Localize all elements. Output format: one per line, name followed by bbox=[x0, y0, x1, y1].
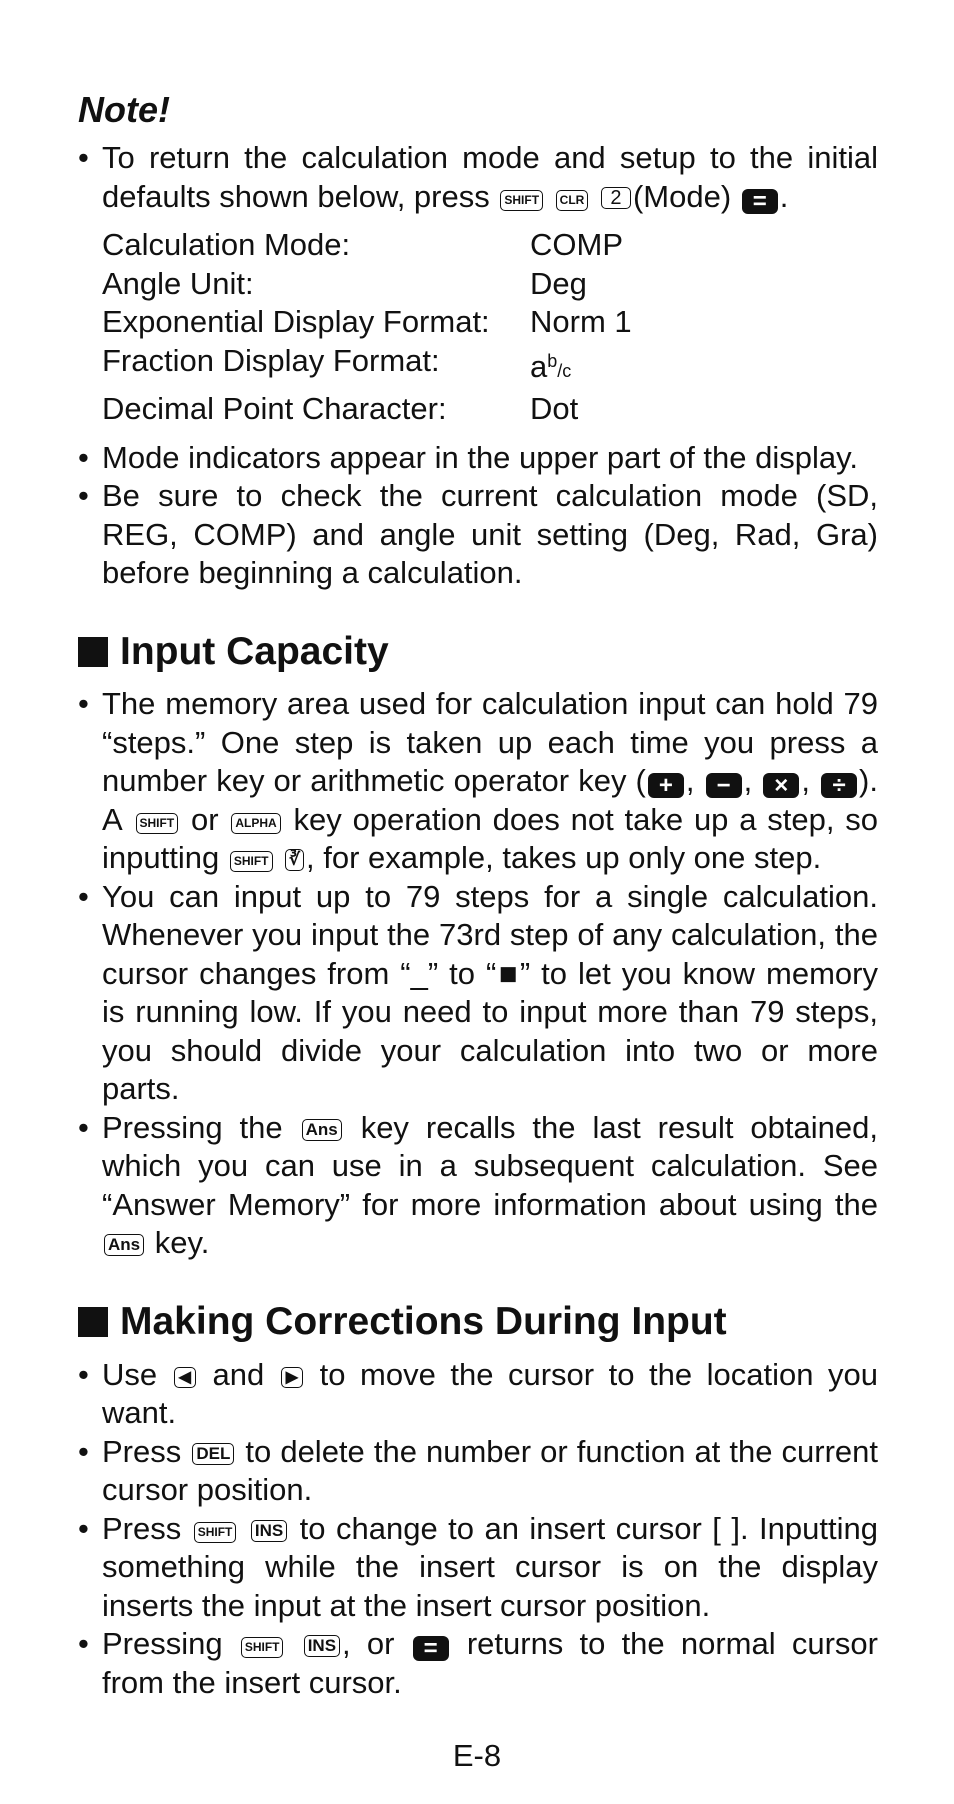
body-text: ). bbox=[859, 763, 878, 799]
defaults-row bbox=[102, 303, 878, 342]
fraction-c: c bbox=[562, 360, 572, 381]
defaults-label: Decimal Point Character: bbox=[102, 391, 447, 427]
divide-key-icon: ÷ bbox=[821, 773, 857, 798]
body-text: Pressing the bbox=[102, 1109, 283, 1145]
page-content bbox=[78, 88, 878, 1702]
defaults-label: Exponential Display Format: bbox=[102, 304, 490, 340]
separator: , or bbox=[342, 1626, 395, 1662]
equals-key-icon: = bbox=[413, 1636, 449, 1661]
defaults-row bbox=[102, 390, 878, 429]
defaults-row bbox=[102, 342, 878, 391]
list-item: • Mode indicators appear in the upper part of the display. bbox=[78, 439, 878, 478]
note-list bbox=[78, 139, 878, 216]
alpha-key-icon: ALPHA bbox=[231, 813, 280, 834]
mode-text: (Mode) bbox=[632, 178, 732, 214]
body-text: key operation does not take up a step, so inputting bbox=[102, 801, 879, 876]
body-text: key. bbox=[154, 1225, 210, 1261]
defaults-table bbox=[102, 226, 878, 429]
defaults-value: COMP bbox=[530, 227, 623, 263]
shift-key-icon: SHIFT bbox=[230, 851, 273, 872]
defaults-row bbox=[102, 226, 878, 265]
list-item bbox=[78, 1356, 878, 1433]
input-capacity-list bbox=[78, 685, 878, 1263]
body-text: to move the cursor to the location you want. bbox=[102, 1356, 878, 1431]
body-text: . Inputting something while the insert cursor is on the display inserts the input at the insert cursor position. bbox=[102, 1510, 878, 1623]
note-text: To return the calculation mode and setup to the initial defaults shown below, press bbox=[102, 140, 878, 214]
section-title: Input Capacity bbox=[120, 629, 389, 673]
insert-cursor-icon: [ ] bbox=[712, 1510, 740, 1546]
separator: , bbox=[801, 763, 810, 799]
left-arrow-key-icon: ◀ bbox=[174, 1367, 196, 1388]
minus-key-icon: − bbox=[706, 773, 742, 798]
list-item bbox=[78, 685, 878, 878]
body-text: and bbox=[212, 1356, 265, 1392]
body-text: key recalls the last result obtained, which you can use in a subsequent calculation. See “Answer Memory” for more information about using the bbox=[102, 1109, 878, 1222]
ans-key-icon: Ans bbox=[104, 1234, 144, 1256]
defaults-value: Dot bbox=[530, 391, 579, 427]
corrections-list bbox=[78, 1356, 878, 1703]
clr-key-icon: CLR bbox=[556, 190, 589, 211]
square-bullet-icon bbox=[78, 637, 108, 667]
body-text: Press bbox=[102, 1433, 182, 1469]
ins-key-icon: INS bbox=[304, 1635, 340, 1657]
body-text: returns to the normal cursor from the insert cursor. bbox=[102, 1626, 878, 1700]
defaults-value: Norm 1 bbox=[530, 304, 632, 340]
plus-key-icon: + bbox=[648, 773, 684, 798]
shift-key-icon: SHIFT bbox=[136, 813, 179, 834]
defaults-label: Angle Unit: bbox=[102, 265, 254, 301]
square-bullet-icon bbox=[78, 1307, 108, 1337]
fraction-slash: / bbox=[557, 360, 563, 381]
ins-key-icon: INS bbox=[251, 1520, 287, 1542]
body-text: or bbox=[190, 801, 219, 837]
body-text: to change to an insert cursor bbox=[299, 1510, 702, 1546]
defaults-row bbox=[102, 265, 878, 304]
fraction-b: b bbox=[547, 350, 558, 371]
right-arrow-key-icon: ▶ bbox=[281, 1367, 303, 1388]
page-number: E-8 bbox=[452, 1738, 502, 1773]
list-item bbox=[78, 1625, 878, 1702]
separator: , bbox=[685, 763, 695, 799]
body-text: A bbox=[102, 801, 123, 837]
defaults-value: Deg bbox=[530, 265, 587, 301]
shift-key-icon: SHIFT bbox=[194, 1522, 237, 1543]
shift-key-icon: SHIFT bbox=[500, 190, 543, 211]
two-key-icon: 2 bbox=[601, 187, 631, 209]
shift-key-icon: SHIFT bbox=[241, 1637, 284, 1658]
ans-key-icon: Ans bbox=[302, 1119, 342, 1141]
list-item bbox=[78, 1510, 878, 1626]
body-text: , for example, takes up only one step. bbox=[305, 840, 822, 876]
section-title: Making Corrections During Input bbox=[120, 1299, 727, 1343]
list-item bbox=[78, 1109, 878, 1263]
del-key-icon: DEL bbox=[192, 1443, 234, 1465]
cube-root-key-icon: ∛ bbox=[285, 849, 304, 871]
list-item: • You can input up to 79 steps for a single calculation. Whenever you input the 73rd step of any calculation, the cursor changes from “_” to “■” to let you know memory is running low. If you need to input more than 79 steps, you should divide your calculation into two or more parts. bbox=[78, 878, 878, 1109]
separator: , bbox=[743, 763, 753, 799]
note-heading: Note! bbox=[78, 89, 170, 130]
section-heading-corrections bbox=[78, 1299, 878, 1346]
body-text: Pressing bbox=[102, 1626, 223, 1662]
times-key-icon: × bbox=[763, 773, 799, 798]
section-heading-input-capacity bbox=[78, 629, 878, 676]
list-item bbox=[78, 1433, 878, 1510]
fraction-a: a bbox=[530, 348, 548, 384]
body-text: Press bbox=[102, 1510, 182, 1546]
note-list-2 bbox=[78, 439, 878, 593]
list-item bbox=[78, 139, 878, 216]
equals-key-icon: = bbox=[742, 189, 778, 214]
period-text: . bbox=[779, 178, 789, 214]
fraction-format-value bbox=[530, 342, 571, 391]
list-item: • Be sure to check the current calculation mode (SD, REG, COMP) and angle unit setting (Deg, Rad, Gra) before beginning a calculation. bbox=[78, 477, 878, 593]
body-text: The memory area used for calculation input can hold 79 “steps.” One step is taken up each time you press a number key or arithmetic operator key ( bbox=[102, 686, 878, 799]
defaults-label: Calculation Mode: bbox=[102, 227, 351, 263]
body-text: to delete the number or function at the current cursor position. bbox=[102, 1433, 878, 1508]
defaults-label: Fraction Display Format: bbox=[102, 342, 440, 378]
body-text: Use bbox=[102, 1356, 158, 1392]
